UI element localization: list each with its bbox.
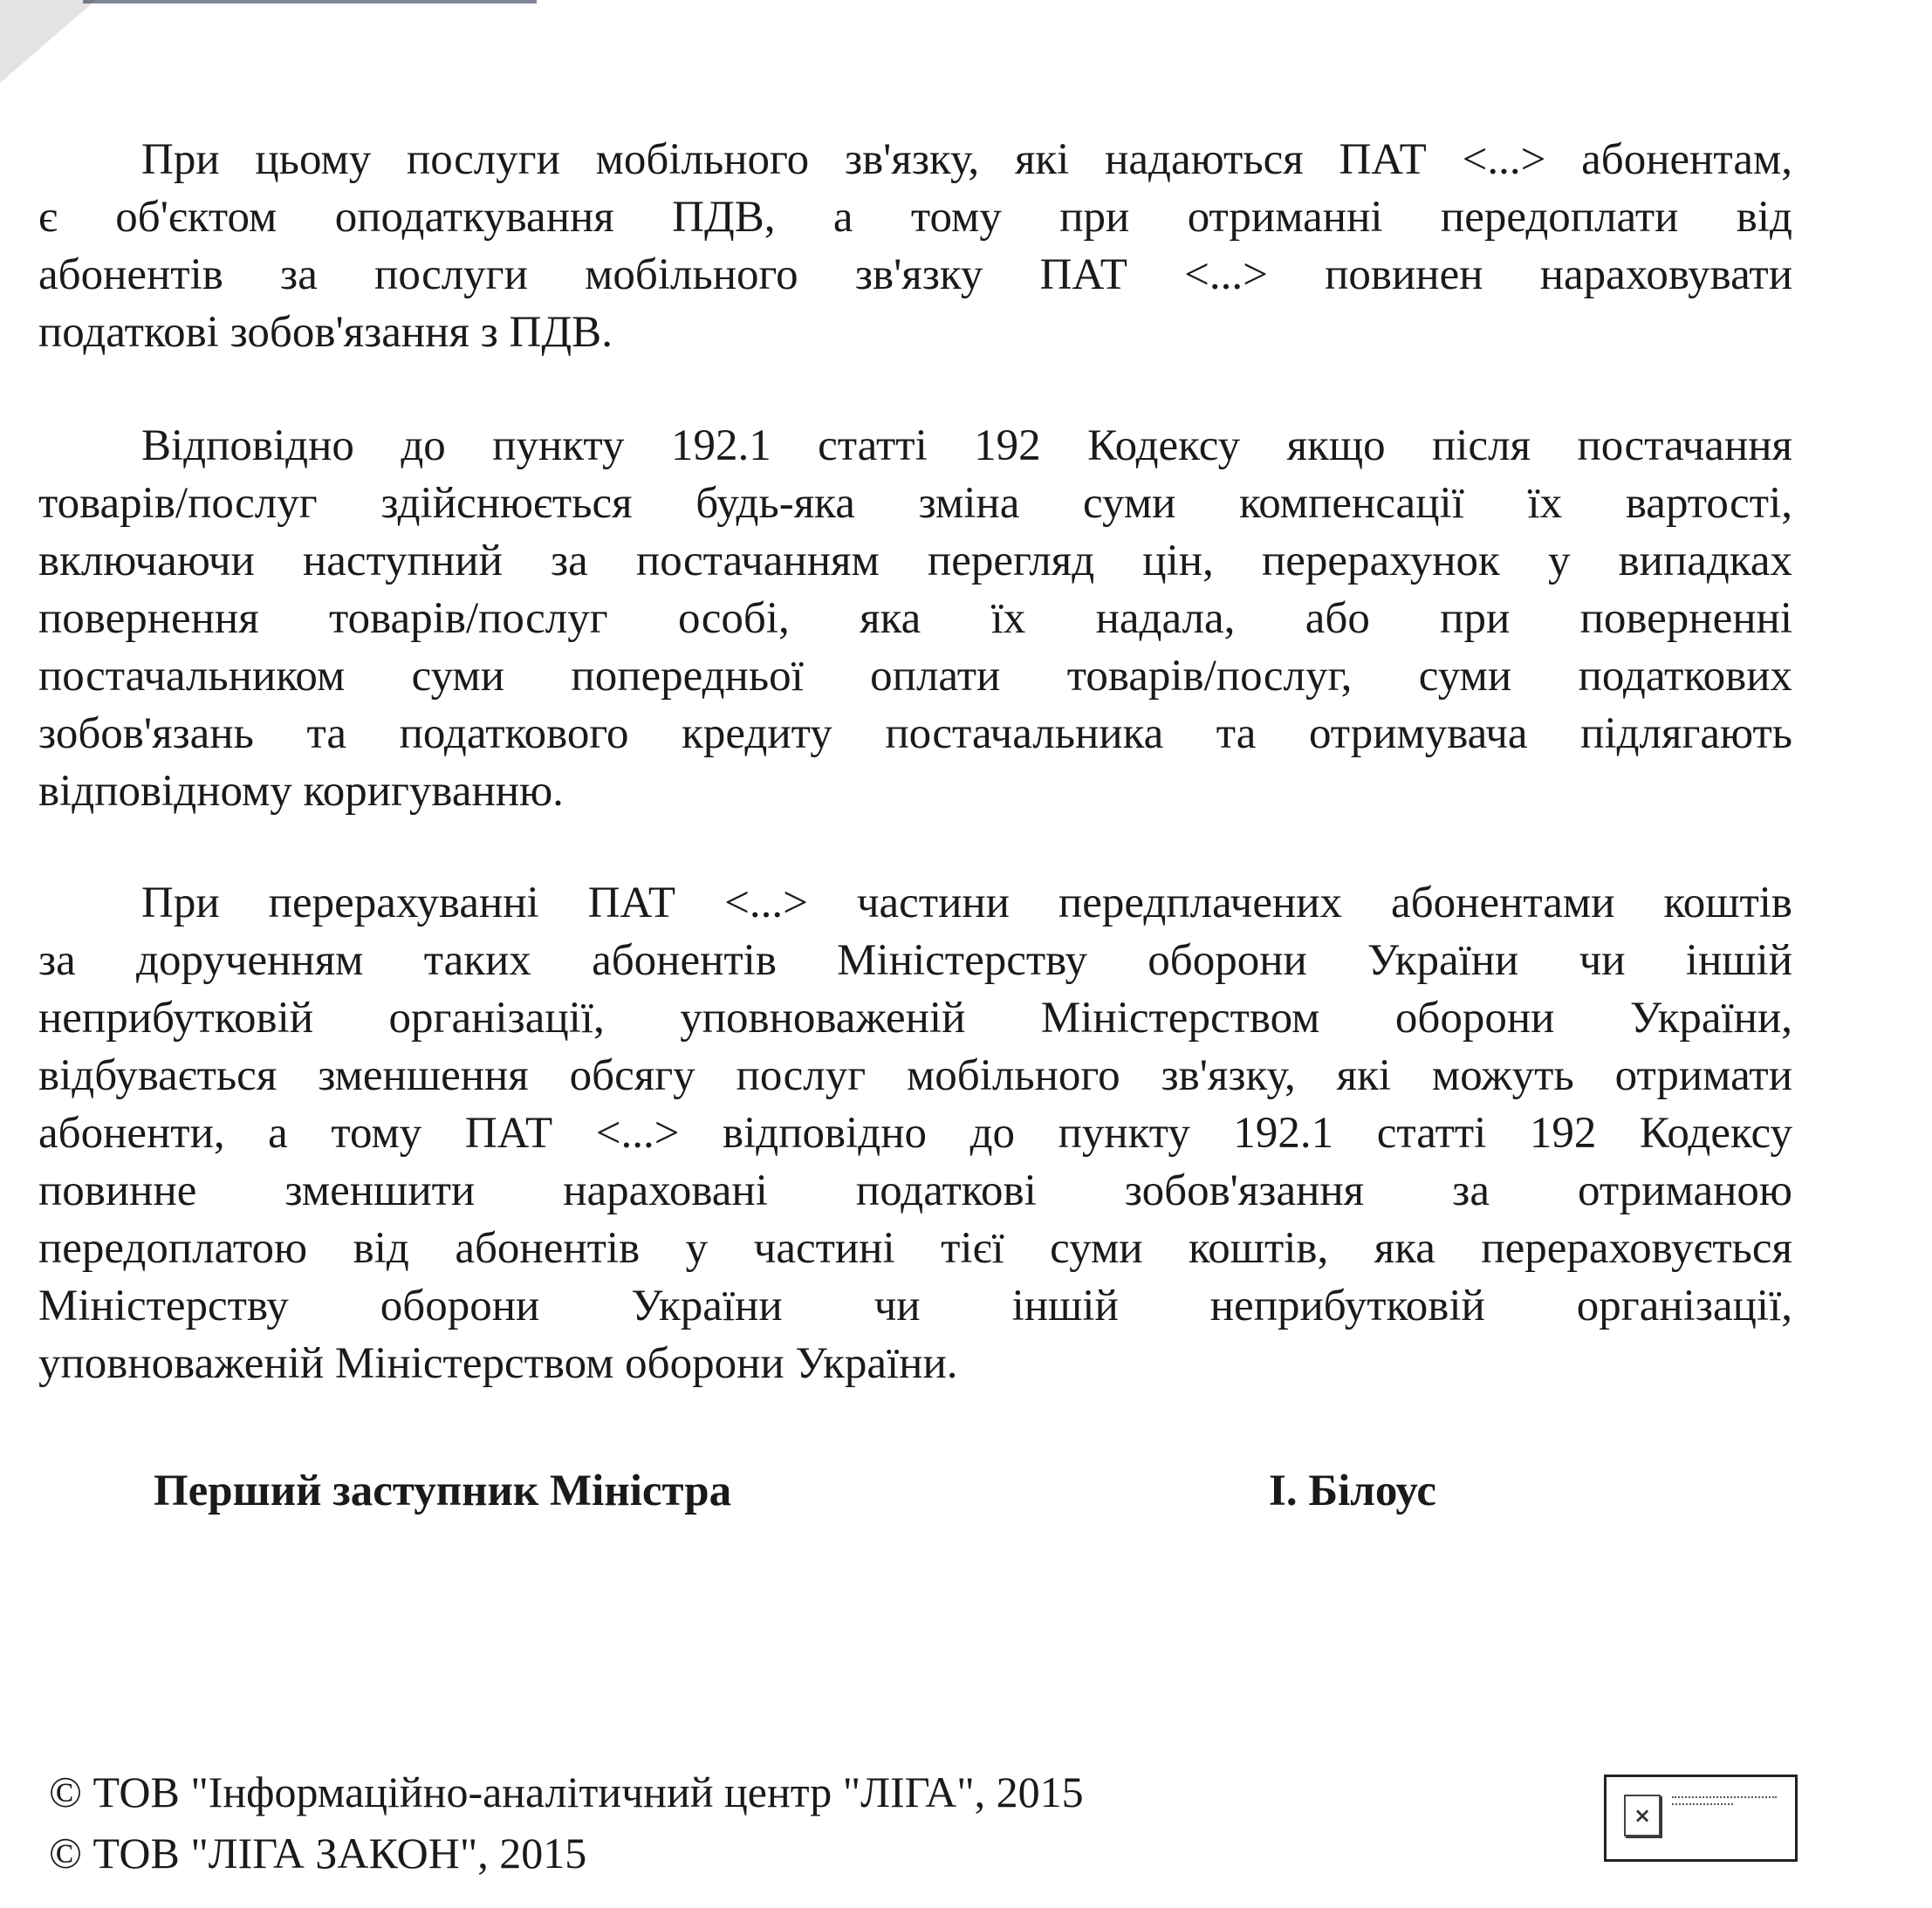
text-line: При цьому послуги мобільного зв'язку, які надаються ПАТ <...> абонентам, — [141, 135, 1792, 184]
text-line: абонентів за послуги мобільного зв'язку ПАТ <...> повинен нараховувати — [38, 250, 1792, 299]
text-line: за дорученням таких абонентів Міністерству оборони України чи іншій — [38, 936, 1792, 985]
text-line: відбувається зменшення обсягу послуг мобільного зв'язку, які можуть отримати — [38, 1051, 1792, 1100]
text-line: повернення товарів/послуг особі, яка їх надала, або при поверненні — [38, 594, 1792, 643]
text-line: Міністерству оборони України чи іншій неприбутковій організації, — [38, 1282, 1792, 1330]
paragraph-2 — [38, 417, 1792, 820]
text-line: зобов'язань та податкового кредиту постачальника та отримувача підлягають — [38, 709, 1792, 758]
text-line: абоненти, а тому ПАТ <...> відповідно до пункту 192.1 статті 192 Кодексу — [38, 1109, 1792, 1158]
paragraph-1 — [38, 131, 1792, 361]
text-line: включаючи наступний за постачанням перегляд цін, перерахунок у випадках — [38, 537, 1792, 585]
text-line: повинне зменшити нараховані податкові зобов'язання за отриманою — [38, 1166, 1792, 1215]
copyright-line-1: © ТОВ "Інформаційно-аналітичний центр "ЛІГА", 2015 — [49, 1768, 1084, 1816]
text-line: відповідному коригуванню. — [38, 767, 564, 816]
image-path-text — [1672, 1803, 1733, 1808]
text-line: При перерахуванні ПАТ <...> частини передплачених абонентами коштів — [141, 879, 1792, 927]
text-line: постачальником суми попередньої оплати товарів/послуг, суми податкових — [38, 652, 1792, 701]
text-line: Відповідно до пункту 192.1 статті 192 Кодексу якщо після постачання — [141, 421, 1792, 470]
close-icon: × — [1624, 1795, 1661, 1836]
copyright-line-2: © ТОВ "ЛІГА ЗАКОН", 2015 — [49, 1829, 587, 1877]
scan-edge — [83, 0, 537, 3]
text-line: уповноваженій Міністерством оборони України. — [38, 1339, 958, 1388]
image-path-text — [1672, 1796, 1777, 1801]
text-line: податкові зобов'язання з ПДВ. — [38, 308, 613, 357]
broken-image-placeholder — [1604, 1775, 1798, 1862]
paragraph-3 — [38, 874, 1792, 1392]
text-line: товарів/послуг здійснюється будь-яка зміна суми компенсації їх вартості, — [38, 479, 1792, 528]
text-line: неприбутковій організації, уповноваженій Міністерством оборони України, — [38, 994, 1792, 1043]
signatory-name: І. Білоус — [1269, 1467, 1436, 1515]
page-fold-corner — [0, 0, 96, 83]
text-line: передоплатою від абонентів у частині тієї суми коштів, яка перераховується — [38, 1224, 1792, 1273]
signatory-position: Перший заступник Міністра — [154, 1467, 732, 1515]
text-line: є об'єктом оподаткування ПДВ, а тому при отриманні передоплати від — [38, 193, 1792, 242]
